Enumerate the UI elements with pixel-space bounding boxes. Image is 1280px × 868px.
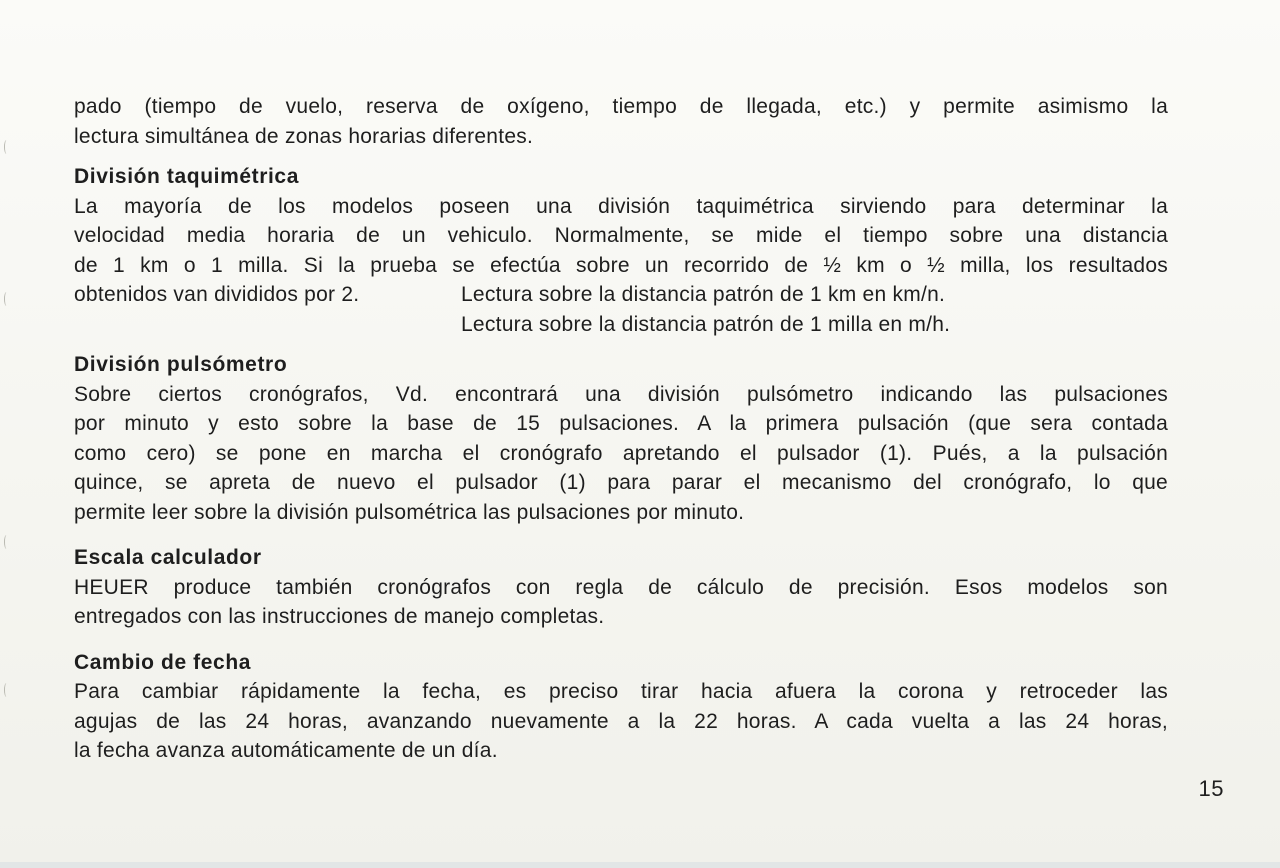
binding-mark [4,292,9,306]
text-line-split [74,280,1168,310]
text-line: Sobre ciertos cronógrafos, Vd. encontrará una división pulsómetro indicando las pulsaciones [74,382,1168,406]
text-line: entregados con las instrucciones de manejo completas. [74,605,605,628]
page-bottom-edge [0,862,1280,868]
text-line: de 1 km o 1 milla. Si la prueba se efectúa sobre un recorrido de ½ km o ½ milla, los resultados [74,253,1168,277]
text-line: pado (tiempo de vuelo, reserva de oxígeno, tiempo de llegada, etc.) y permite asimismo la [74,95,1168,118]
text-line: como cero) se pone en marcha el cronógrafo apretando el pulsador (1). Pués, a la pulsación [74,441,1168,465]
text-line: La mayoría de los modelos poseen una división taquimétrica sirviendo para determinar la [74,194,1168,218]
page-content [74,92,1168,766]
section-heading-taquimetrica: División taquimétrica [74,165,299,188]
section-heading-fecha: Cambio de fecha [74,650,252,674]
text-line-right: Lectura sobre la distancia patrón de 1 km en km/n. [461,283,946,306]
text-line: por minuto y esto sobre la base de 15 pulsaciones. A la primera pulsación (que sera contada [74,412,1168,435]
text-line: lectura simultánea de zonas horarias diferentes. [74,124,534,148]
text-line: permite leer sobre la división pulsométrica las pulsaciones por minuto. [74,500,745,524]
taquimetrica-paragraph [74,192,1168,340]
binding-mark [4,683,9,697]
pulsometro-paragraph [74,380,1168,528]
calculador-paragraph [74,573,1168,632]
text-line: Para cambiar rápidamente la fecha, es preciso tirar hacia afuera la corona y retroceder las [74,680,1168,703]
text-line-indented: Lectura sobre la distancia patrón de 1 milla en m/h. [461,312,951,336]
section-heading-calculador: Escala calculador [74,546,262,569]
text-line: velocidad media horaria de un vehiculo. Normalmente, se mide el tiempo sobre una distancia [74,224,1168,247]
text-line: agujas de las 24 horas, avanzando nuevamente a la 22 horas. A cada vuelta a las 24 horas, [74,709,1168,733]
page-number: 15 [1198,776,1224,801]
text-line: la fecha avanza automáticamente de un día. [74,739,498,762]
fecha-paragraph [74,677,1168,766]
text-line: HEUER produce también cronógrafos con regla de cálculo de precisión. Esos modelos son [74,575,1168,599]
text-line: quince, se apreta de nuevo el pulsador (1) para parar el mecanismo del cronógrafo, lo que [74,471,1168,494]
section-heading-pulsometro: División pulsómetro [74,353,288,376]
intro-paragraph [74,92,1168,151]
text-line-left: obtenidos van divididos por 2. [74,283,360,306]
binding-mark [4,535,9,549]
binding-mark [4,140,9,154]
